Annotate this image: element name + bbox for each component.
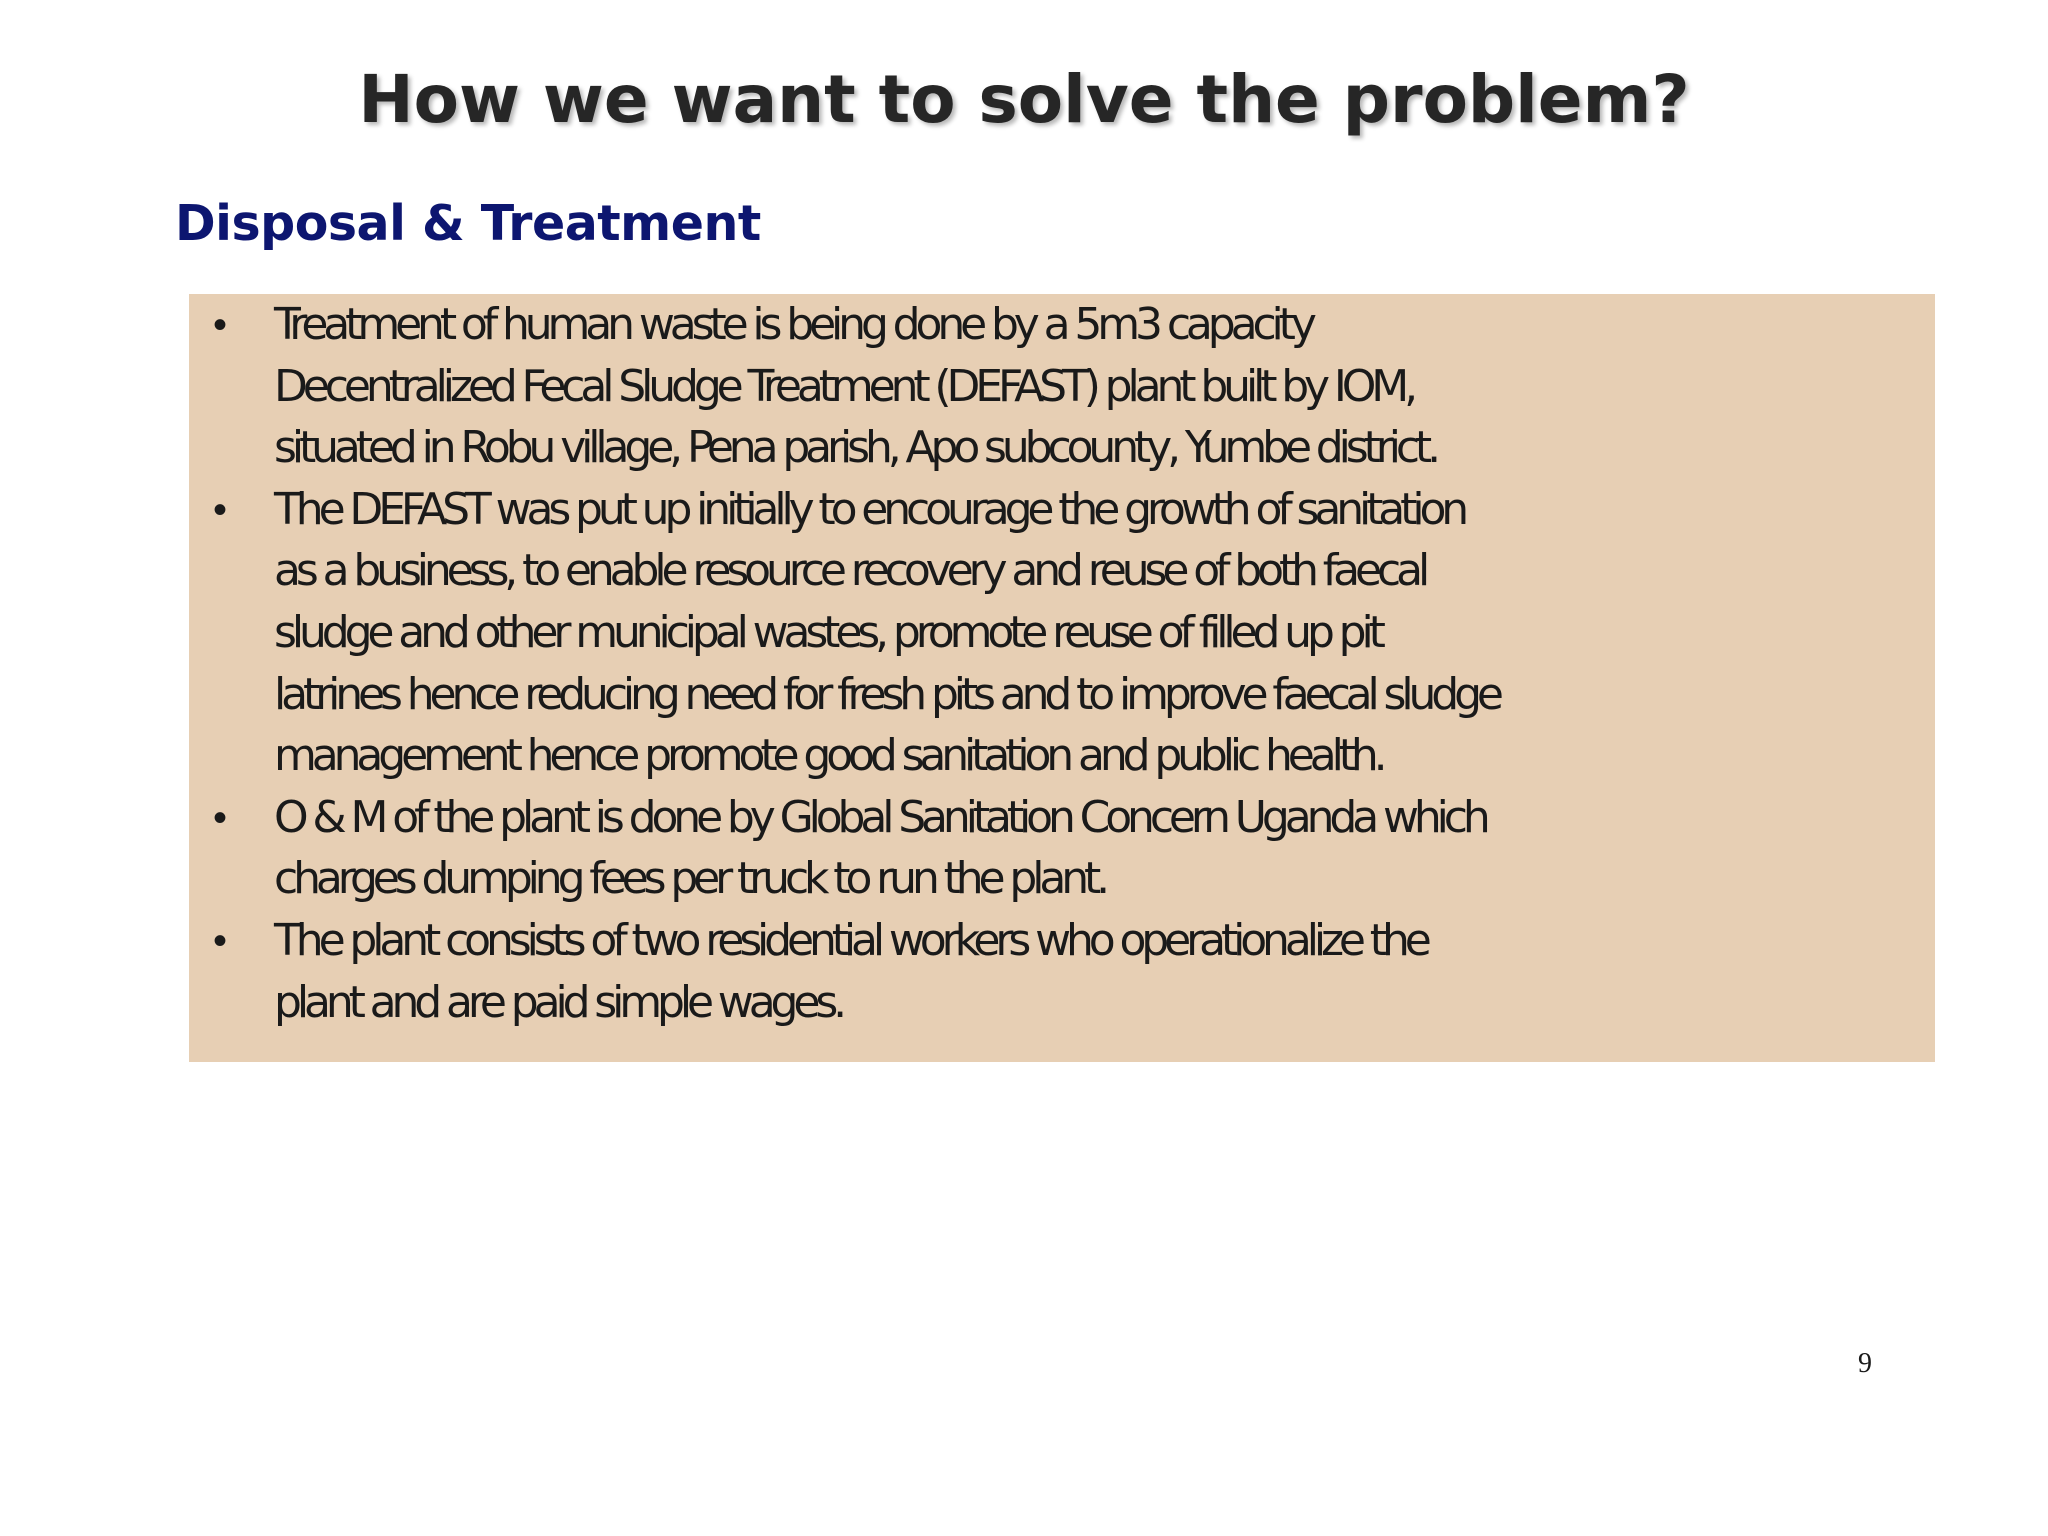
slide-title: How we want to solve the problem?	[358, 61, 1690, 138]
bullet-dot-icon: •	[213, 303, 228, 347]
section-heading: Disposal & Treatment	[175, 195, 761, 252]
bullet-text-line: O & M of the plant is done by Global Sanitation Concern Uganda which	[274, 791, 1486, 843]
bullet-item	[189, 910, 1935, 1033]
bullet-item	[189, 294, 1935, 479]
bullet-dot-icon: •	[213, 795, 228, 840]
bullet-text-line: charges dumping fees per truck to run the plant.	[274, 853, 1106, 905]
bullet-text-line: plant and are paid simple wages.	[274, 976, 843, 1028]
page-number: 9	[1858, 1348, 1872, 1379]
bullet-text-line: as a business, to enable resource recovery and reuse of both faecal	[274, 545, 1426, 597]
bullet-text-line: management hence promote good sanitation and public health.	[274, 730, 1383, 782]
bullet-text-line: The plant consists of two residential workers who operationalize the	[274, 914, 1427, 966]
bullet-item	[189, 787, 1935, 910]
bullet-text-line: latrines hence reducing need for fresh pits and to improve faecal sludge	[274, 668, 1499, 720]
bullet-text-line: sludge and other municipal wastes, promote reuse of filled up pit	[274, 606, 1381, 658]
bullet-text-line: Treatment of human waste is being done by a 5m3 capacity	[274, 299, 1312, 350]
bullet-dot-icon: •	[213, 487, 228, 532]
bullet-item	[189, 479, 1935, 787]
content-box	[189, 294, 1935, 1062]
bullet-list	[189, 294, 1935, 1033]
bullet-text-line: The DEFAST was put up initially to encourage the growth of sanitation	[274, 483, 1465, 535]
bullet-text-line: situated in Robu village, Pena parish, Apo subcounty, Yumbe district.	[274, 422, 1436, 474]
bullet-text-line: Decentralized Fecal Sludge Treatment (DEFAST) plant built by IOM,	[274, 360, 1414, 412]
bullet-dot-icon: •	[213, 918, 228, 963]
